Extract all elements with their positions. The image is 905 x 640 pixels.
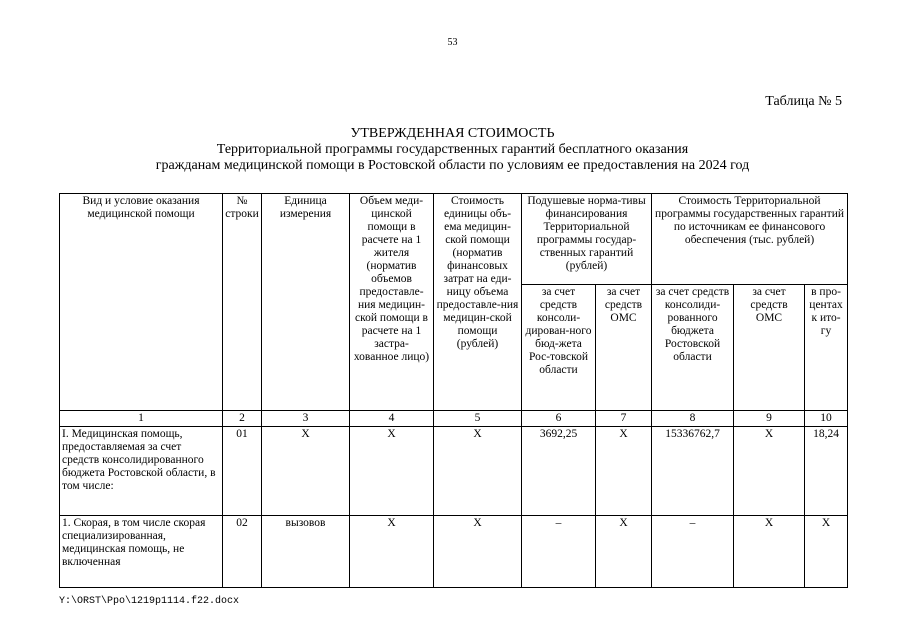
column-number: 9 [734, 411, 805, 427]
row-per-capita-budget: 3692,25 [522, 427, 596, 516]
row-per-capita-oms: Х [596, 516, 652, 588]
row-per-capita-budget: – [522, 516, 596, 588]
header-per-capita-budget: за счет средств консоли-дирован-ного бюд-жета Рос-товской области [522, 285, 596, 411]
row-total-oms: Х [734, 427, 805, 516]
row-unit: вызовов [262, 516, 350, 588]
column-number: 10 [805, 411, 848, 427]
header-row-no: № строки [223, 194, 262, 411]
file-path-footer: Y:\ORST\Ppo\1219p1114.f22.docx [59, 596, 240, 607]
page-number: 53 [447, 37, 458, 48]
header-total-cost: Стоимость Территориальной программы государственных гарантий по источникам ее финансового обеспечения (тыс. рублей) [652, 194, 848, 285]
column-number: 5 [434, 411, 522, 427]
row-per-capita-oms: Х [596, 427, 652, 516]
document-title [0, 126, 905, 174]
column-number: 6 [522, 411, 596, 427]
title-line-2: Территориальной программы государственных гарантий бесплатного оказания [216, 142, 689, 157]
cost-table [59, 193, 848, 588]
row-total-percent: 18,24 [805, 427, 848, 516]
header-total-percent: в про-центах к ито-гу [805, 285, 848, 411]
row-cost-unit: Х [434, 427, 522, 516]
table-label: Таблица № 5 [765, 94, 842, 109]
row-volume: Х [350, 516, 434, 588]
column-number-row [60, 411, 848, 427]
row-unit: Х [262, 427, 350, 516]
row-number: 01 [223, 427, 262, 516]
header-per-capita: Подушевые норма-тивы финансирования Территориальной программы государ-ственных гарантий (рублей) [522, 194, 652, 285]
header-cost-unit: Стоимость единицы объ-ема медицин-ской помощи (норматив финансовых затрат на еди-ницу объема предоставле-ния медицин-ской помощи (рублей) [434, 194, 522, 411]
header-total-oms: за счет средств ОМС [734, 285, 805, 411]
title-line-3: гражданам медицинской помощи в Ростовской области по условиям ее предоставления на 2024 год [155, 158, 750, 173]
row-total-percent: Х [805, 516, 848, 588]
row-total-budget: 15336762,7 [652, 427, 734, 516]
table-row [60, 427, 848, 516]
header-kind: Вид и условие оказания медицинской помощи [60, 194, 223, 411]
column-number: 8 [652, 411, 734, 427]
row-volume: Х [350, 427, 434, 516]
header-unit: Единица измерения [262, 194, 350, 411]
column-number: 3 [262, 411, 350, 427]
row-cost-unit: Х [434, 516, 522, 588]
row-total-budget: – [652, 516, 734, 588]
header-volume: Объем меди-цинской помощи в расчете на 1 жителя (норматив объемов предоставле-ния медицин-ской помощи в расчете на 1 застра-хованное лицо) [350, 194, 434, 411]
header-row-1 [60, 194, 848, 285]
column-number: 7 [596, 411, 652, 427]
header-total-budget: за счет средств консолиди-рованного бюджета Ростовской области [652, 285, 734, 411]
column-number: 4 [350, 411, 434, 427]
column-number: 1 [60, 411, 223, 427]
column-number: 2 [223, 411, 262, 427]
row-kind: 1. Скорая, в том числе скорая специализированная, медицинская помощь, не включенная [60, 516, 223, 588]
header-per-capita-oms: за счет средств ОМС [596, 285, 652, 411]
row-number: 02 [223, 516, 262, 588]
row-total-oms: Х [734, 516, 805, 588]
table-row [60, 516, 848, 588]
title-line-1: УТВЕРЖДЕННАЯ СТОИМОСТЬ [350, 126, 555, 141]
row-kind: I. Медицинская помощь, предоставляемая за счет средств консолидированного бюджета Ростовской области, в том числе: [60, 427, 223, 516]
